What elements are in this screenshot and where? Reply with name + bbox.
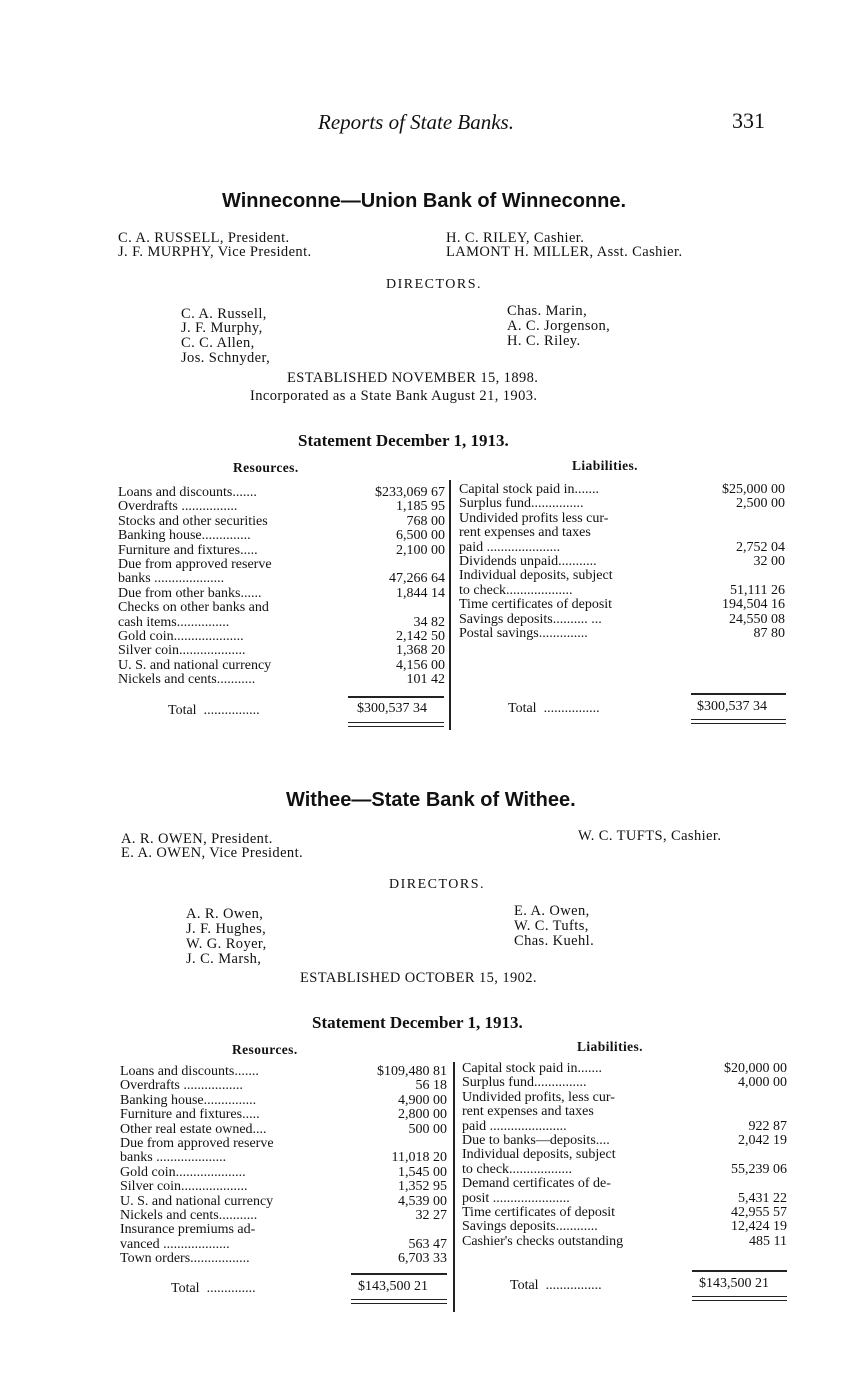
statement-heading: Statement December 1, 1913. — [312, 1013, 523, 1032]
total-rule — [692, 1270, 787, 1272]
established-date: ESTABLISHED OCTOBER 15, 1902. — [300, 970, 537, 986]
line-item-amount: 1,844 14 — [396, 585, 445, 601]
resource-row — [120, 1079, 447, 1093]
line-item-label: Banking house.............. — [118, 529, 251, 544]
line-item-amount: 5,431 22 — [738, 1190, 787, 1206]
line-item-label: Loans and discounts....... — [118, 486, 257, 500]
line-item-amount: 2,142 50 — [396, 628, 445, 644]
officer-vice-president: J. F. MURPHY, Vice President. — [118, 244, 312, 260]
director-name: J. F. Hughes, — [186, 921, 267, 937]
line-item-amount: 922 87 — [748, 1118, 787, 1134]
liability-row — [459, 526, 785, 540]
liability-row — [462, 1134, 787, 1148]
resource-row — [120, 1065, 447, 1079]
line-item-label: Furniture and fixtures..... — [118, 543, 258, 558]
liability-row — [459, 541, 785, 555]
line-item-label: Due from approved reserve — [118, 557, 272, 572]
director-name: Chas. Kuehl. — [514, 933, 595, 949]
line-item-label: Due from approved reserve — [120, 1136, 274, 1151]
line-item-amount: 4,156 00 — [396, 657, 445, 673]
line-item-amount: 32 27 — [415, 1207, 447, 1223]
resource-row — [120, 1238, 447, 1252]
line-item-amount: 55,239 06 — [731, 1161, 787, 1177]
resource-row — [118, 572, 445, 586]
liability-row — [459, 598, 785, 612]
resource-row — [118, 587, 445, 601]
line-item-label: Surplus fund............... — [462, 1076, 587, 1091]
resource-row — [120, 1180, 447, 1194]
line-item-amount: $233,069 67 — [375, 485, 445, 500]
line-item-label: Gold coin.................... — [120, 1165, 246, 1180]
line-item-label: Individual deposits, subject — [459, 569, 613, 584]
line-item-amount: 768 00 — [406, 513, 445, 529]
officer-cashier: W. C. TUFTS, Cashier. — [578, 828, 722, 844]
line-item-amount: 194,504 16 — [722, 597, 785, 613]
resource-row — [118, 486, 445, 500]
total-label: Total ................ — [508, 701, 600, 716]
director-name: W. C. Tufts, — [514, 918, 589, 934]
line-item-label: Due to banks—deposits.... — [462, 1133, 610, 1148]
resource-row — [118, 616, 445, 630]
resource-row — [118, 544, 445, 558]
line-item-amount: 2,800 00 — [398, 1107, 447, 1123]
line-item-label: Postal savings.............. — [459, 626, 588, 641]
line-item-amount: 1,368 20 — [396, 643, 445, 659]
line-item-label: Nickels and cents........... — [118, 673, 256, 688]
director-name: Chas. Marin, — [507, 303, 588, 319]
line-item-label: Checks on other banks and — [118, 601, 269, 616]
resources-list — [118, 486, 445, 687]
line-item-label: Time certificates of deposit — [462, 1205, 616, 1220]
officer-vice-president: E. A. OWEN, Vice President. — [121, 845, 304, 861]
liabilities-heading: Liabilities. — [577, 1039, 643, 1054]
line-item-label: Capital stock paid in....... — [462, 1062, 602, 1076]
total-label: Total ................ — [510, 1278, 602, 1293]
line-item-amount: 101 42 — [406, 672, 445, 688]
line-item-label: U. S. and national currency — [118, 658, 272, 673]
line-item-label: Undivided profits, less cur- — [462, 1090, 615, 1105]
line-item-label: Silver coin................... — [120, 1180, 248, 1195]
line-item-amount: 2,042 19 — [738, 1132, 787, 1148]
line-item-label: Silver coin................... — [118, 644, 246, 659]
liability-row — [462, 1105, 787, 1119]
resource-row — [118, 601, 445, 615]
line-item-label: to check.................. — [462, 1162, 573, 1177]
liability-row — [459, 483, 785, 497]
liability-row — [462, 1220, 787, 1234]
column-divider — [453, 1062, 455, 1312]
double-rule — [692, 1296, 787, 1297]
line-item-label: Cashier's checks outstanding — [462, 1234, 624, 1249]
director-name: A. R. Owen, — [186, 906, 264, 922]
double-rule — [351, 1303, 447, 1304]
resource-row — [120, 1195, 447, 1209]
resource-row — [120, 1252, 447, 1266]
liability-row — [462, 1163, 787, 1177]
line-item-amount: $25,000 00 — [722, 482, 785, 497]
resources-heading: Resources. — [233, 460, 299, 475]
double-rule — [348, 722, 444, 723]
line-item-label: paid ..................... — [459, 540, 561, 555]
director-name: J. F. Murphy, — [181, 320, 263, 336]
line-item-amount: 2,500 00 — [736, 496, 785, 512]
liability-row — [462, 1148, 787, 1162]
line-item-label: banks .................... — [120, 1151, 227, 1166]
total-liabilities: $300,537 34 — [697, 699, 767, 714]
liabilities-list — [459, 483, 785, 641]
line-item-amount: 87 80 — [753, 625, 785, 641]
line-item-amount: 56 18 — [415, 1078, 447, 1094]
resource-row — [118, 515, 445, 529]
double-rule — [691, 719, 786, 720]
double-rule — [351, 1299, 447, 1300]
liability-row — [462, 1091, 787, 1105]
bank-title: Withee—State Bank of Withee. — [286, 789, 576, 811]
line-item-label: Loans and discounts....... — [120, 1065, 259, 1079]
line-item-amount: 2,100 00 — [396, 542, 445, 558]
resource-row — [118, 673, 445, 687]
line-item-label: Overdrafts ................ — [118, 500, 238, 515]
total-resources: $300,537 34 — [357, 701, 427, 716]
line-item-amount: 42,955 57 — [731, 1204, 787, 1220]
resource-row — [120, 1094, 447, 1108]
column-divider — [449, 480, 451, 730]
line-item-label: Banking house............... — [120, 1093, 257, 1108]
double-rule — [692, 1300, 787, 1301]
line-item-label: vanced ................... — [120, 1237, 230, 1252]
officer-cashier: H. C. RILEY, Cashier. — [446, 230, 585, 246]
liabilities-list — [462, 1062, 787, 1249]
line-item-amount: 1,352 95 — [398, 1179, 447, 1195]
line-item-label: Savings deposits.......... ... — [459, 612, 602, 627]
line-item-amount: 6,500 00 — [396, 528, 445, 544]
liability-row — [459, 584, 785, 598]
double-rule — [348, 726, 444, 727]
line-item-amount: 4,900 00 — [398, 1092, 447, 1108]
total-liabilities: $143,500 21 — [699, 1276, 769, 1291]
line-item-amount: $20,000 00 — [724, 1061, 787, 1076]
resource-row — [120, 1151, 447, 1165]
resource-row — [120, 1166, 447, 1180]
line-item-amount: 51,111 26 — [730, 582, 785, 598]
total-resources: $143,500 21 — [358, 1279, 428, 1294]
line-item-amount: 1,185 95 — [396, 499, 445, 515]
line-item-label: Surplus fund............... — [459, 497, 584, 512]
total-rule — [691, 693, 786, 695]
resource-row — [118, 558, 445, 572]
line-item-label: Overdrafts ................. — [120, 1079, 243, 1094]
resources-heading: Resources. — [232, 1042, 298, 1057]
directors-heading: DIRECTORS. — [386, 277, 483, 292]
line-item-label: U. S. and national currency — [120, 1194, 274, 1209]
line-item-label: Town orders................. — [120, 1252, 250, 1267]
officer-president: C. A. RUSSELL, President. — [118, 230, 290, 246]
line-item-label: Savings deposits............ — [462, 1220, 598, 1235]
line-item-amount: 2,752 04 — [736, 539, 785, 555]
liabilities-heading: Liabilities. — [572, 458, 638, 473]
line-item-amount: 11,018 20 — [391, 1150, 447, 1166]
line-item-amount: 4,000 00 — [738, 1075, 787, 1091]
officer-asst-cashier: LAMONT H. MILLER, Asst. Cashier. — [446, 244, 683, 260]
total-label: Total .............. — [171, 1281, 256, 1296]
total-rule — [348, 696, 444, 698]
liability-row — [462, 1076, 787, 1090]
line-item-label: paid ...................... — [462, 1119, 567, 1134]
line-item-amount: 6,703 33 — [398, 1251, 447, 1267]
liability-row — [459, 497, 785, 511]
director-name: J. C. Marsh, — [186, 951, 262, 967]
line-item-label: Insurance premiums ad- — [120, 1223, 256, 1238]
director-name: H. C. Riley. — [507, 333, 581, 349]
line-item-label: rent expenses and taxes — [462, 1105, 594, 1120]
line-item-amount: 485 11 — [749, 1233, 787, 1249]
resource-row — [120, 1223, 447, 1237]
liability-row — [462, 1235, 787, 1249]
total-label: Total ................ — [168, 703, 260, 718]
liability-row — [459, 512, 785, 526]
director-name: Jos. Schnyder, — [181, 350, 271, 366]
resource-row — [118, 659, 445, 673]
line-item-label: Time certificates of deposit — [459, 598, 613, 613]
line-item-amount: 47,266 64 — [389, 571, 445, 587]
resource-row — [118, 529, 445, 543]
line-item-label: posit ...................... — [462, 1191, 570, 1206]
line-item-label: Nickels and cents........... — [120, 1208, 258, 1223]
page-number: 331 — [732, 108, 765, 133]
line-item-amount: 34 82 — [413, 614, 445, 630]
line-item-amount: 563 47 — [408, 1236, 447, 1252]
directors-heading: DIRECTORS. — [389, 877, 486, 892]
resources-list — [120, 1065, 447, 1266]
liability-row — [462, 1192, 787, 1206]
line-item-label: to check................... — [459, 583, 573, 598]
line-item-label: rent expenses and taxes — [459, 526, 591, 541]
line-item-label: Gold coin.................... — [118, 629, 244, 644]
line-item-amount: 24,550 08 — [729, 611, 785, 627]
total-rule — [351, 1273, 447, 1275]
incorporated-date: Incorporated as a State Bank August 21, 1903. — [250, 388, 538, 404]
officer-president: A. R. OWEN, President. — [121, 831, 273, 847]
director-name: E. A. Owen, — [514, 903, 590, 919]
liability-row — [459, 555, 785, 569]
line-item-label: Other real estate owned.... — [120, 1122, 267, 1137]
resource-row — [120, 1123, 447, 1137]
line-item-label: Dividends unpaid........... — [459, 554, 597, 569]
resource-row — [118, 500, 445, 514]
liability-row — [462, 1206, 787, 1220]
director-name: A. C. Jorgenson, — [507, 318, 611, 334]
director-name: C. C. Allen, — [181, 335, 255, 351]
line-item-amount: 12,424 19 — [731, 1219, 787, 1235]
resource-row — [120, 1137, 447, 1151]
director-name: C. A. Russell, — [181, 306, 267, 322]
line-item-amount: 1,545 00 — [398, 1164, 447, 1180]
line-item-label: Capital stock paid in....... — [459, 483, 599, 497]
line-item-label: Due from other banks...... — [118, 586, 262, 601]
resource-row — [118, 644, 445, 658]
bank-title: Winneconne—Union Bank of Winneconne. — [222, 190, 627, 212]
line-item-label: banks .................... — [118, 572, 225, 587]
line-item-label: Demand certificates of de- — [462, 1177, 611, 1192]
line-item-amount: $109,480 81 — [377, 1064, 447, 1079]
liability-row — [459, 613, 785, 627]
resource-row — [120, 1108, 447, 1122]
resource-row — [118, 630, 445, 644]
line-item-label: Individual deposits, subject — [462, 1148, 616, 1163]
line-item-amount: 4,539 00 — [398, 1193, 447, 1209]
running-title: Reports of State Banks. — [318, 110, 514, 134]
liability-row — [462, 1177, 787, 1191]
liability-row — [459, 569, 785, 583]
line-item-label: Furniture and fixtures..... — [120, 1108, 260, 1123]
line-item-amount: 32 00 — [753, 553, 785, 569]
established-date: ESTABLISHED NOVEMBER 15, 1898. — [287, 370, 539, 386]
line-item-label: Undivided profits less cur- — [459, 511, 609, 526]
liability-row — [459, 627, 785, 641]
liability-row — [462, 1120, 787, 1134]
line-item-amount: 500 00 — [408, 1121, 447, 1137]
line-item-label: cash items............... — [118, 615, 230, 630]
line-item-label: Stocks and other securities — [118, 514, 268, 529]
director-name: W. G. Royer, — [186, 936, 267, 952]
liability-row — [462, 1062, 787, 1076]
statement-heading: Statement December 1, 1913. — [298, 431, 509, 450]
resource-row — [120, 1209, 447, 1223]
double-rule — [691, 723, 786, 724]
